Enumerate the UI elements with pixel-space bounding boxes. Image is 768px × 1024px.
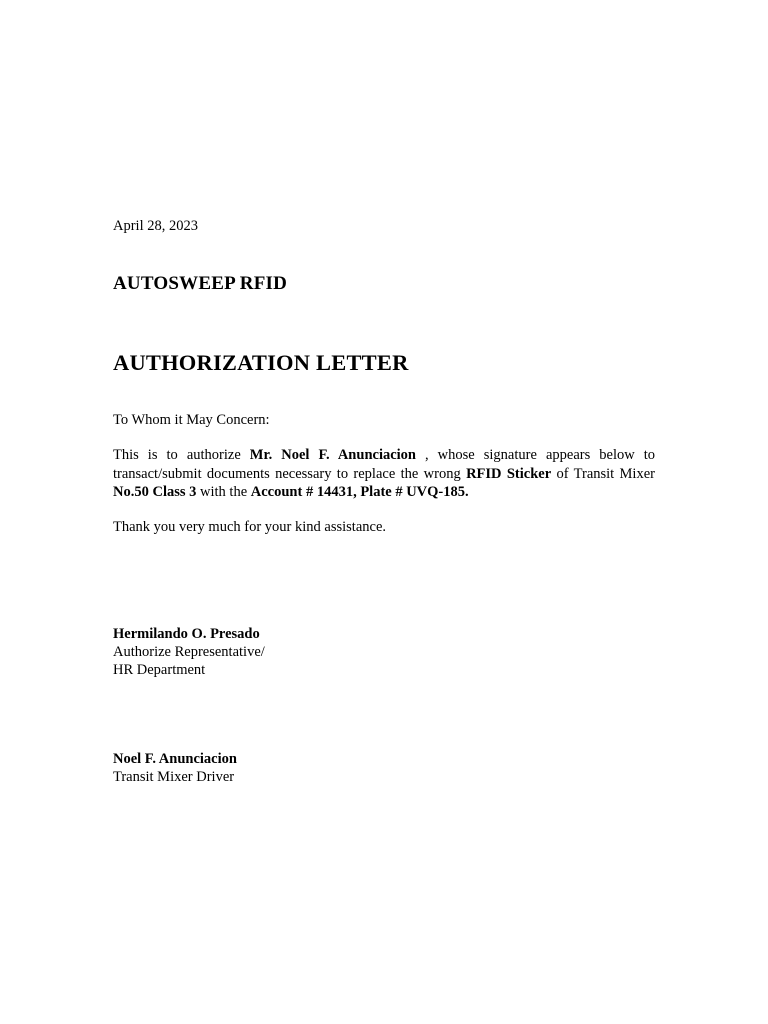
- signatory-position: Transit Mixer Driver: [113, 769, 235, 785]
- signatory-block-representative: [113, 625, 265, 679]
- signatory-block-driver: [113, 750, 237, 786]
- body-text-4: with the: [196, 484, 251, 500]
- rfid-sticker-text: RFID Sticker: [466, 465, 552, 482]
- authorized-person-name: Mr. Noel F. Anunciacion: [249, 447, 416, 463]
- salutation: To Whom it May Concern:: [113, 412, 270, 428]
- body-text-1: This is to authorize: [113, 447, 250, 463]
- letter-date: April 28, 2023: [113, 218, 198, 234]
- company-heading: AUTOSWEEP RFID: [113, 273, 288, 294]
- body-text-2: , whose signature appears below to transact/submit documents necessary to replace the wrong: [113, 447, 655, 482]
- signatory-name: Noel F. Anunciacion: [113, 751, 237, 767]
- signatory-name: Hermilando O. Presado: [113, 626, 260, 642]
- body-text-3: of Transit Mixer: [551, 465, 655, 482]
- closing-line: Thank you very much for your kind assistance.: [113, 519, 387, 535]
- document-title: AUTHORIZATION LETTER: [113, 350, 409, 375]
- signatory-department: HR Department: [113, 662, 206, 678]
- signatory-position: Authorize Representative/: [113, 644, 265, 660]
- body-paragraph: [113, 446, 655, 502]
- account-plate-info: Account # 14431, Plate # UVQ-185.: [250, 484, 469, 500]
- vehicle-number: No.50 Class 3: [113, 484, 197, 500]
